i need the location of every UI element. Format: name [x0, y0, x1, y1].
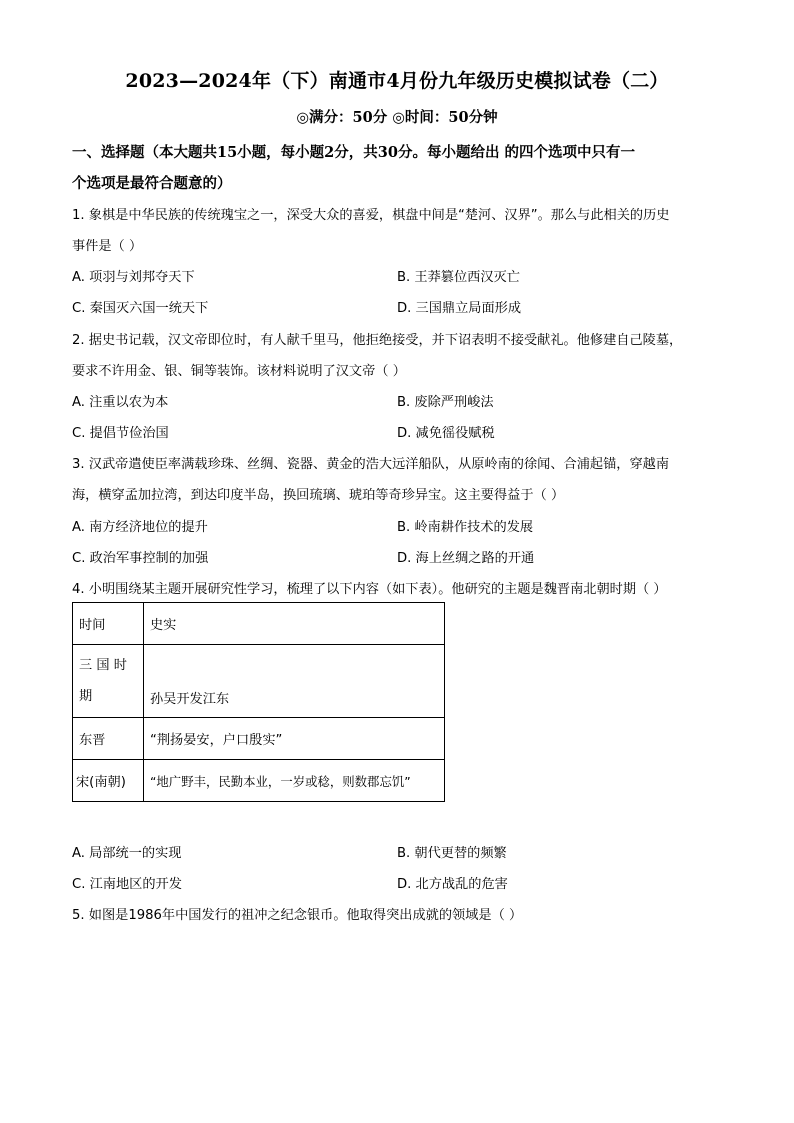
table-row: [73, 645, 445, 718]
q3-option-a: A. 南方经济地位的提升: [72, 520, 208, 535]
q2-option-b: B. 废除严刑峻法: [397, 395, 494, 410]
q2-stem-line-1: 2. 据史书记载，汉文帝即位时，有人献千里马，他拒绝接受，并下诏表明不接受献礼。他修建自己陵墓，: [72, 333, 683, 348]
table-cell-fact: 孙吴开发江东: [144, 645, 445, 718]
table-header-fact: 史实: [144, 603, 445, 645]
q3-option-d: D. 海上丝绸之路的开通: [397, 551, 535, 566]
period-text-line-1: 三 国 时: [79, 658, 127, 673]
section-heading-line-1: 一、选择题（本大题共15小题，每小题2分，共30分。每小题给出 的四个选项中只有一: [72, 144, 635, 161]
section-heading-line-2: 个选项是最符合题意的）: [72, 175, 232, 192]
q1-stem-line-2: 事件是（ ）: [72, 239, 143, 254]
table-header-row: [73, 603, 445, 645]
q4-option-d: D. 北方战乱的危害: [397, 877, 508, 892]
q3-option-c: C. 政治军事控制的加强: [72, 551, 209, 566]
table-cell-period: 东晋: [73, 718, 144, 760]
q2-option-a: A. 注重以农为本: [72, 395, 169, 410]
q3-stem-line-2: 海，横穿孟加拉湾，到达印度半岛，换回琉璃、琥珀等奇珍异宝。这主要得益于（ ）: [72, 488, 565, 503]
q5-stem-line-1: 5. 如图是1986年中国发行的祖冲之纪念银币。他取得突出成就的领域是（ ）: [72, 908, 523, 923]
q4-option-b: B. 朝代更替的频繁: [397, 846, 507, 861]
period-text-line-2: 期: [79, 689, 93, 704]
exam-meta: ◎满分：50分 ◎时间：50分钟: [296, 109, 498, 126]
q4-option-a: A. 局部统一的实现: [72, 846, 182, 861]
q2-option-d: D. 减免徭役赋税: [397, 426, 495, 441]
q4-history-table: [72, 602, 445, 802]
table-cell-fact: “荆扬晏安，户口殷实”: [144, 718, 445, 760]
q4-stem-line-1: 4. 小明围绕某主题开展研究性学习，梳理了以下内容（如下表）。他研究的主题是魏晋南北朝时期（ ）: [72, 582, 667, 597]
table-row: [73, 760, 445, 802]
q2-stem-line-2: 要求不许用金、银、铜等装饰。该材料说明了汉文帝（ ）: [72, 364, 406, 379]
q1-stem-line-1: 1. 象棋是中华民族的传统瑰宝之一，深受大众的喜爱，棋盘中间是“楚河、汉界”。那么与此相关的历史: [72, 208, 670, 223]
q1-option-d: D. 三国鼎立局面形成: [397, 301, 522, 316]
table-cell-fact: “地广野丰，民勤本业，一岁或稔，则数郡忘饥”: [144, 760, 445, 802]
table-header-period: 时间: [73, 603, 144, 645]
q1-option-c: C. 秦国灭六国一统天下: [72, 301, 209, 316]
table-row: [73, 718, 445, 760]
q3-stem-line-1: 3. 汉武帝遣使臣率满载珍珠、丝绸、瓷器、黄金的浩大远洋船队，从原岭南的徐闻、合浦起锚，穿越南: [72, 457, 670, 472]
table-cell-period: [73, 645, 144, 718]
q2-option-c: C. 提倡节俭治国: [72, 426, 169, 441]
q1-option-b: B. 王莽篡位西汉灭亡: [397, 270, 520, 285]
q4-option-c: C. 江南地区的开发: [72, 877, 182, 892]
table-cell-period: 宋(南朝): [73, 760, 144, 802]
q1-option-a: A. 项羽与刘邦夺天下: [72, 270, 195, 285]
q3-option-b: B. 岭南耕作技术的发展: [397, 520, 534, 535]
exam-title: 2023—2024年（下）南通市4月份九年级历史模拟试卷（二）: [125, 70, 669, 92]
